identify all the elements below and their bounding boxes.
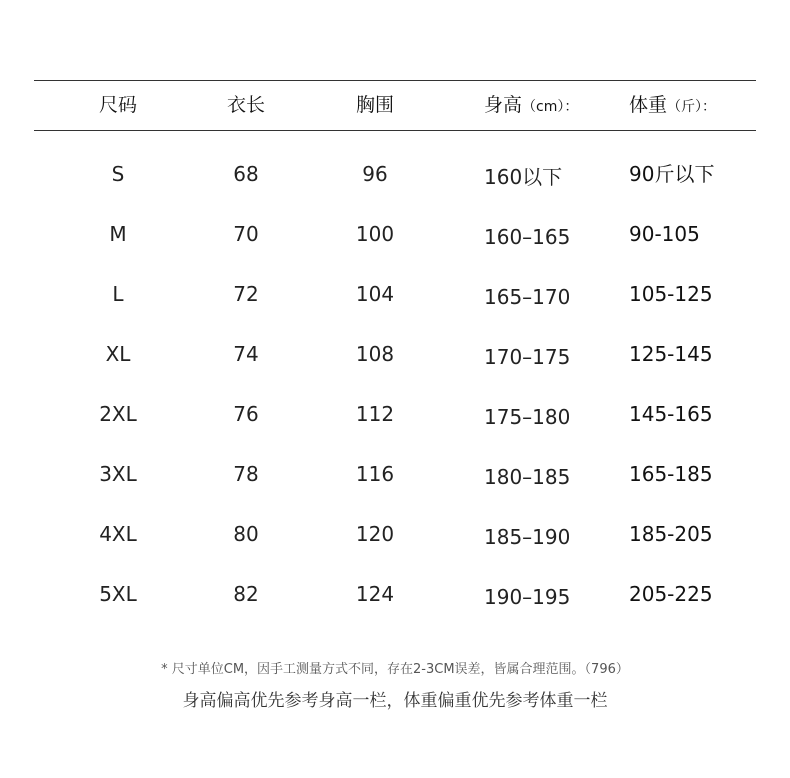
table-row [0, 464, 790, 504]
cell-height: 165–170 [484, 285, 571, 309]
cell-size: 3XL [99, 462, 137, 486]
cell-length: 78 [233, 462, 259, 486]
cell-weight: 145-165 [629, 402, 713, 426]
cell-chest: 112 [355, 402, 395, 426]
cell-chest: 100 [355, 222, 395, 246]
cell-length: 70 [233, 222, 259, 246]
cell-size: 5XL [99, 582, 137, 606]
cell-weight: 205-225 [629, 582, 713, 606]
cell-size: 4XL [99, 522, 137, 546]
cell-weight: 90斤以下 [629, 162, 715, 186]
cell-chest: 120 [355, 522, 395, 546]
cell-weight: 105-125 [629, 282, 713, 306]
cell-chest: 96 [362, 162, 388, 186]
fit-advice-note: 身高偏高优先参考身高一栏，体重偏重优先参考体重一栏 [182, 691, 608, 711]
cell-chest: 108 [355, 342, 395, 366]
table-row [0, 524, 790, 564]
cell-weight: 125-145 [629, 342, 713, 366]
table-row [0, 224, 790, 264]
header-chest: 胸围 [355, 94, 395, 116]
cell-chest: 104 [355, 282, 395, 306]
cell-height: 190–195 [484, 585, 571, 609]
table-row [0, 344, 790, 384]
cell-size: S [111, 162, 125, 186]
cell-size: 2XL [99, 402, 137, 426]
table-row [0, 284, 790, 324]
cell-height: 175–180 [484, 405, 571, 429]
cell-height: 160–165 [484, 225, 571, 249]
table-row [0, 584, 790, 624]
cell-chest: 116 [355, 462, 395, 486]
cell-size: M [109, 222, 127, 246]
cell-weight: 165-185 [629, 462, 713, 486]
cell-length: 82 [233, 582, 259, 606]
cell-length: 80 [233, 522, 259, 546]
cell-height: 170–175 [484, 345, 571, 369]
header-height: 身高（cm）： [484, 94, 579, 116]
header-size: 尺码 [98, 94, 138, 116]
cell-length: 72 [233, 282, 259, 306]
cell-chest: 124 [355, 582, 395, 606]
cell-length: 74 [233, 342, 259, 366]
cell-size: L [112, 282, 124, 306]
cell-height: 180–185 [484, 465, 571, 489]
table-row [0, 164, 790, 204]
cell-weight: 90-105 [629, 222, 700, 246]
cell-weight: 185-205 [629, 522, 713, 546]
measurement-note: * 尺寸单位CM，因手工测量方式不同，存在2-3CM误差，皆属合理范围。（796） [161, 662, 629, 677]
header-weight: 体重（斤）： [629, 94, 717, 116]
cell-size: XL [105, 342, 131, 366]
cell-height: 185–190 [484, 525, 571, 549]
cell-length: 68 [233, 162, 259, 186]
cell-height: 160以下 [484, 165, 563, 189]
table-row [0, 404, 790, 444]
header-length: 衣长 [226, 94, 266, 116]
cell-length: 76 [233, 402, 259, 426]
